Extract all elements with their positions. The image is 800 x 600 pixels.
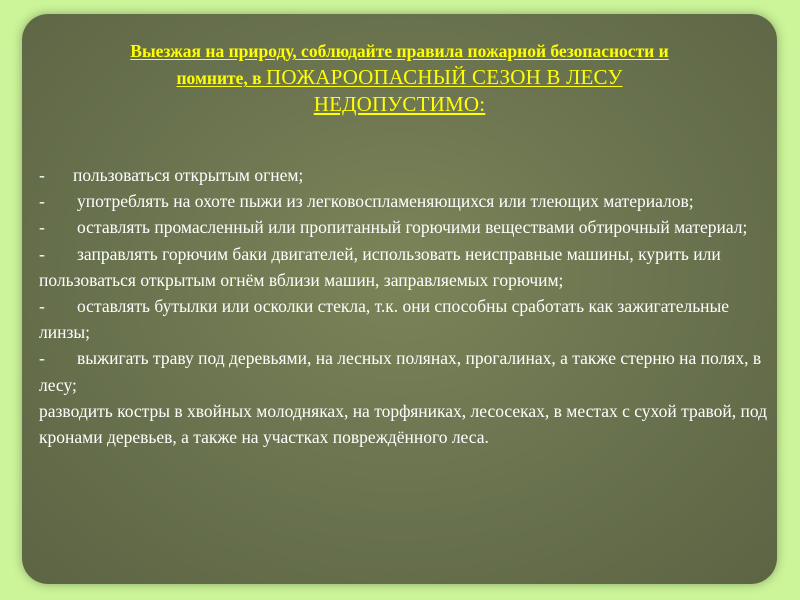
- prohibitions-list: [39, 162, 767, 450]
- list-item: [39, 162, 767, 188]
- content-panel: [22, 14, 777, 584]
- list-marker: -: [39, 217, 45, 238]
- list-marker: -: [39, 348, 45, 369]
- list-item: [39, 293, 767, 345]
- list-marker: -: [39, 296, 45, 317]
- slide-heading: [22, 38, 777, 117]
- list-item-text: заправлять горючим баки двигателей, использовать неисправные машины, курить или пользоваться открытым огнём вблизи машин, заправляемых горючим;: [39, 243, 721, 290]
- list-item-text: разводить костры в хвойных молодняках, на торфяниках, лесосеках, в местах с сухой травой, под кронами деревьев, а также на участках повреждённого леса.: [39, 400, 767, 448]
- list-item: [39, 188, 767, 214]
- list-item-text: оставлять промасленный или пропитанный горючими веществами обтирочный материал;: [77, 217, 748, 238]
- heading-line-1: Выезжая на природу, соблюдайте правила пожарной безопасности и: [130, 41, 669, 61]
- list-item: [39, 214, 767, 240]
- list-item: [39, 345, 767, 397]
- list-item-text: оставлять бутылки или осколки стекла, т.к. они способны сработать как зажигательные линзы;: [39, 296, 730, 343]
- list-item-text: употреблять на охоте пыжи из легковоспламеняющихся или тлеющих материалов;: [77, 191, 694, 212]
- heading-line-2-caps: ПОЖАРООПАСНЫЙ СЕЗОН В ЛЕСУ: [265, 65, 623, 89]
- heading-line-2: [22, 64, 777, 91]
- heading-line-2-prefix: помните, в: [176, 68, 266, 88]
- list-marker: -: [39, 243, 45, 264]
- list-item-text: пользоваться открытым огнем;: [73, 165, 304, 185]
- list-item-text: выжигать траву под деревьями, на лесных полянах, прогалинах, а также стерню на полях, в лесу;: [39, 348, 762, 395]
- list-item: [39, 241, 767, 293]
- list-marker: -: [39, 165, 45, 185]
- list-item-last: [39, 398, 767, 450]
- heading-line-3: НЕДОПУСТИМО:: [313, 92, 486, 116]
- list-marker: -: [39, 191, 45, 212]
